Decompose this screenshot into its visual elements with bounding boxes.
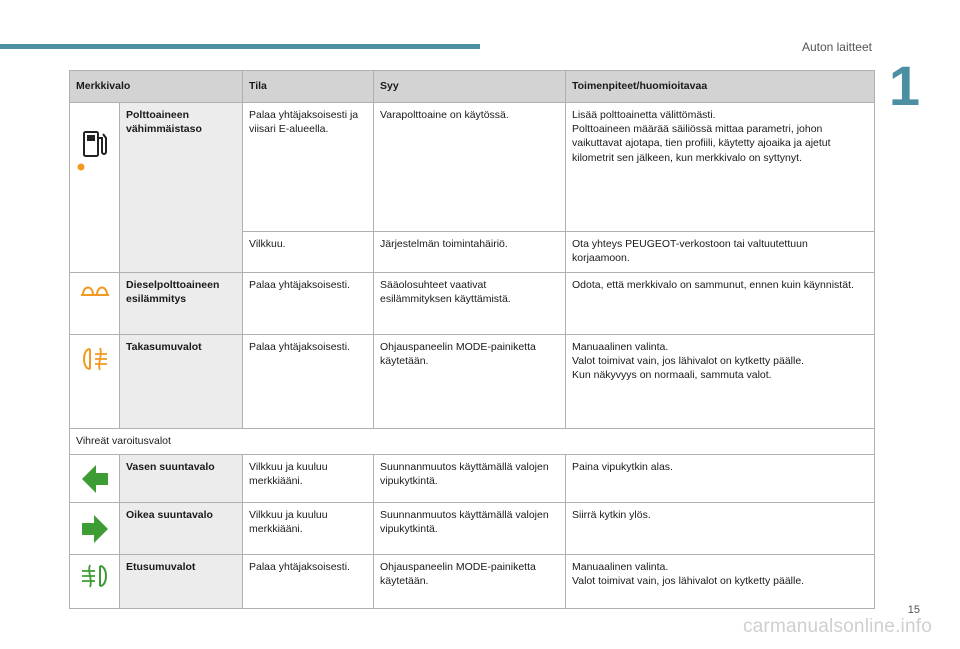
warning-light-name: Oikea suuntavalo: [120, 503, 243, 555]
table-row: [70, 273, 875, 335]
left-arrow-icon: [80, 463, 110, 495]
fuel-pump-icon: [75, 110, 115, 190]
rear-fog-icon-cell: [70, 335, 120, 429]
warning-light-name: Etusumuvalot: [120, 555, 243, 609]
watermark: carmanualsonline.info: [742, 616, 932, 637]
cause-cell: Järjestelmän toimintahäiriö.: [374, 232, 566, 273]
front-fog-icon-cell: [70, 555, 120, 609]
cause-cell: Suunnanmuutos käyttämällä valojen vipukytkintä.: [374, 503, 566, 555]
cause-cell: Varapolttoaine on käytössä.: [374, 103, 566, 232]
action-cell: Manuaalinen valinta. Valot toimivat vain, jos lähivalot on kytketty päälle. Kun näkyvyys on normaali, sammuta valot.: [566, 335, 875, 429]
warning-light-name: Vasen suuntavalo: [120, 455, 243, 503]
warning-lights-table: [69, 70, 875, 609]
warning-light-name: Polttoaineen vähimmäistaso: [120, 103, 243, 273]
rear-fog-light-icon: [78, 346, 112, 372]
cause-cell: Suunnanmuutos käyttämällä valojen vipukytkintä.: [374, 455, 566, 503]
column-header: Syy: [374, 71, 566, 103]
fuel-icon-cell: [70, 103, 120, 273]
warning-light-name: Dieselpolttoaineen esilämmitys: [120, 273, 243, 335]
chapter-number: 1: [888, 54, 920, 117]
left-indicator-icon-cell: [70, 455, 120, 503]
state-cell: Vilkkuu ja kuuluu merkkiääni.: [243, 503, 374, 555]
cause-cell: Ohjauspaneelin MODE-painiketta käytetään.: [374, 555, 566, 609]
front-fog-light-icon: [78, 563, 112, 589]
action-cell: Manuaalinen valinta. Valot toimivat vain, jos lähivalot on kytketty päälle.: [566, 555, 875, 609]
table-section-row: [70, 429, 875, 455]
cause-cell: Ohjauspaneelin MODE-painiketta käytetään.: [374, 335, 566, 429]
state-cell: Palaa yhtäjaksoisesti ja viisari E-alueella.: [243, 103, 374, 232]
state-cell: Palaa yhtäjaksoisesti.: [243, 555, 374, 609]
action-cell: Ota yhteys PEUGEOT-verkostoon tai valtuutettuun korjaamoon.: [566, 232, 875, 273]
table-row: [70, 335, 875, 429]
state-cell: Palaa yhtäjaksoisesti.: [243, 335, 374, 429]
action-cell: Odota, että merkkivalo on sammunut, ennen kuin käynnistät.: [566, 273, 875, 335]
state-cell: Palaa yhtäjaksoisesti.: [243, 273, 374, 335]
page-number: 15: [907, 604, 920, 616]
table-row: [70, 455, 875, 503]
table-row: [70, 555, 875, 609]
state-cell: Vilkkuu.: [243, 232, 374, 273]
warning-light-name: Takasumuvalot: [120, 335, 243, 429]
cause-cell: Sääolosuhteet vaativat esilämmityksen käyttämistä.: [374, 273, 566, 335]
right-arrow-icon: [80, 513, 110, 545]
state-cell: Vilkkuu ja kuuluu merkkiääni.: [243, 455, 374, 503]
action-cell: Siirrä kytkin ylös.: [566, 503, 875, 555]
column-header: Merkkivalo: [70, 71, 243, 103]
header-accent-bar: [0, 44, 480, 49]
glow-plug-icon: [78, 281, 112, 301]
right-indicator-icon-cell: [70, 503, 120, 555]
column-header: Toimenpiteet/huomioitavaa: [566, 71, 875, 103]
table-row: [70, 103, 875, 232]
action-cell: Paina vipukytkin alas.: [566, 455, 875, 503]
action-cell: Lisää polttoainetta välittömästi. Polttoaineen määrää säiliössä mittaa parametri, johon vaikuttavat ajotapa, tien profiili, käytetty ajoaika ja ajetut kilometrit sen jälkeen, kun merkkivalo on syttynyt.: [566, 103, 875, 232]
section-title: Auton laitteet: [801, 40, 872, 54]
column-header: Tila: [243, 71, 374, 103]
section-heading: Vihreät varoitusvalot: [70, 429, 875, 455]
diesel-icon-cell: [70, 273, 120, 335]
table-row: [70, 503, 875, 555]
table-header-row: [70, 71, 875, 103]
